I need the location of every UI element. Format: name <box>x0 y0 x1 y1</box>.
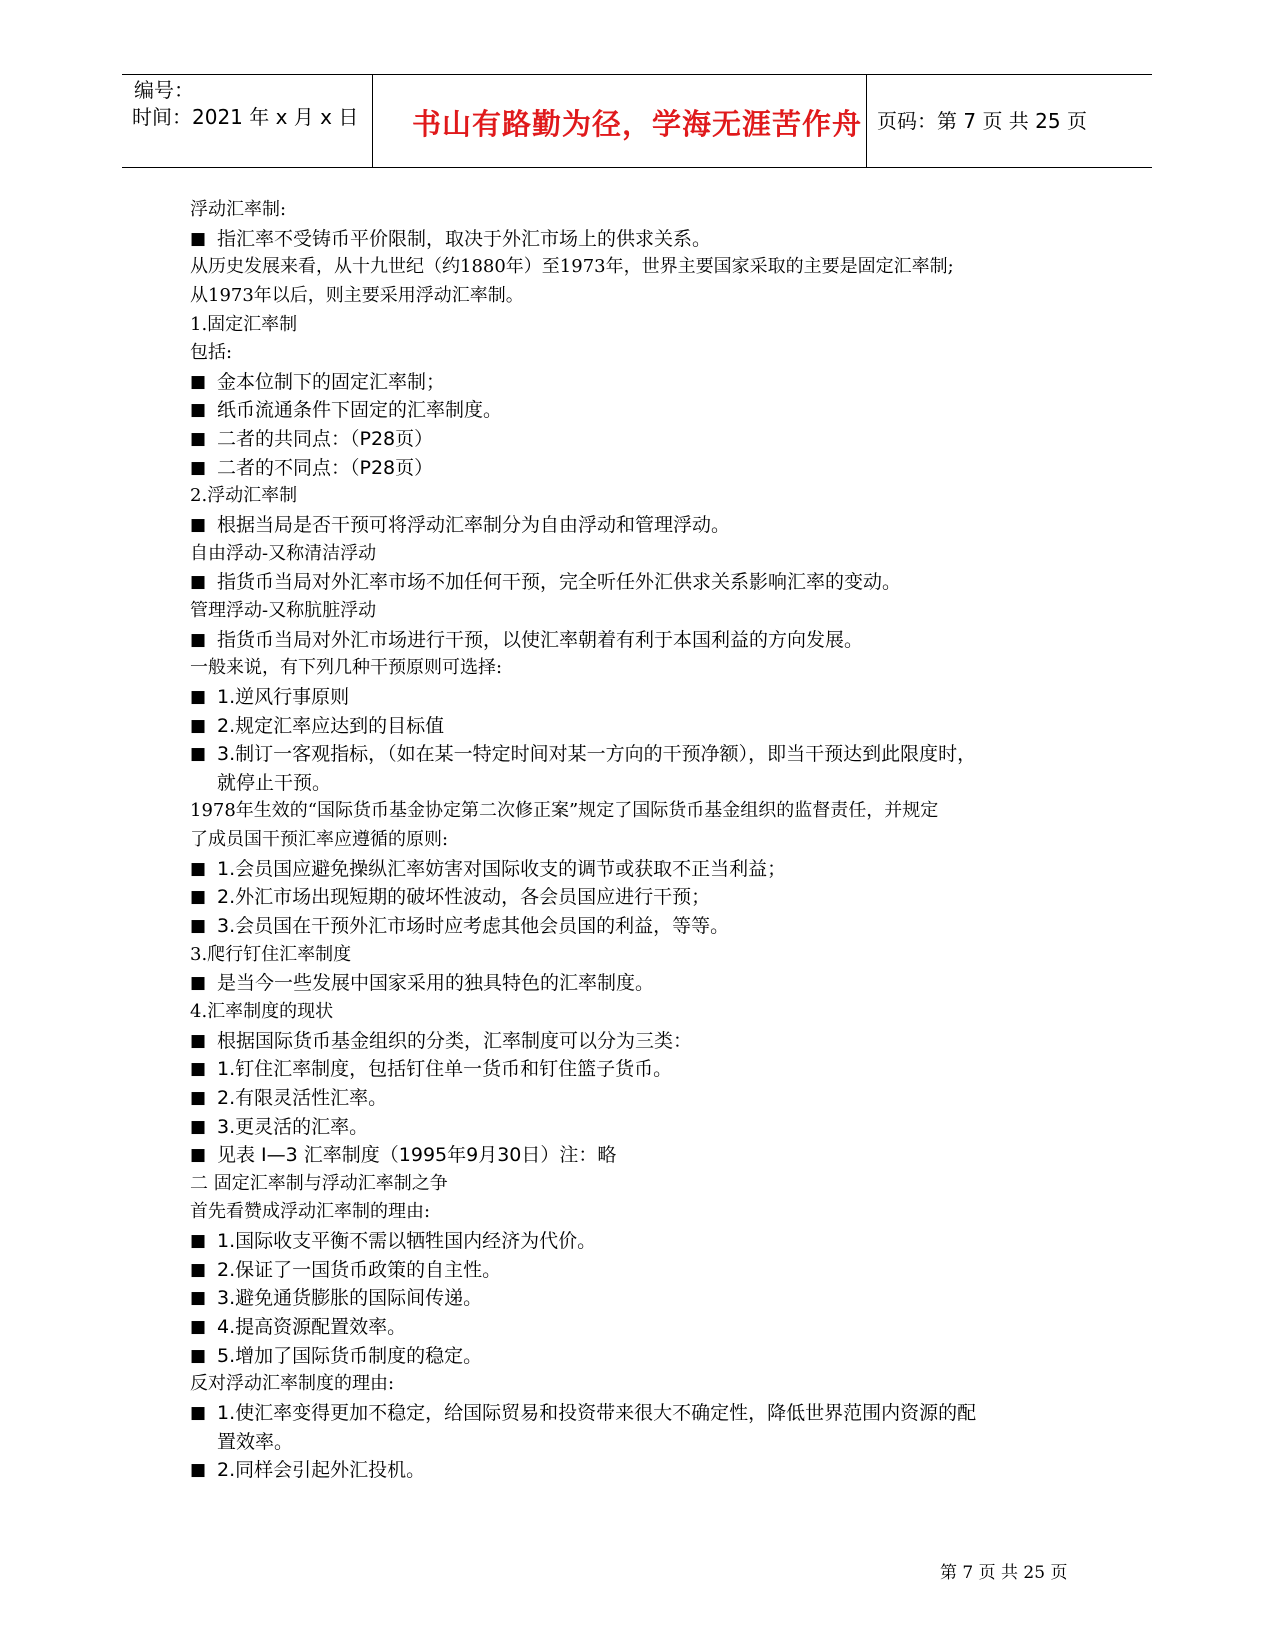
bullet-item <box>190 912 1110 941</box>
square-bullet-icon: ■ <box>190 1288 207 1309</box>
header-motto: 书山有路勤为径，学海无涯苦作舟 <box>412 107 863 141</box>
bullet-text: 3.更灵活的汇率。 <box>217 1115 369 1138</box>
bullet-text: 1.国际收支平衡不需以牺牲国内经济为代价。 <box>217 1230 597 1253</box>
header-divider-right <box>866 74 867 167</box>
bullet-item <box>190 855 1110 884</box>
bullet-item <box>190 712 1110 741</box>
continuation-line: 置效率。 <box>217 1430 294 1453</box>
square-bullet-icon: ■ <box>190 973 207 994</box>
square-bullet-icon: ■ <box>190 686 207 707</box>
paragraph-line: 首先看赞成浮动汇率制的理由: <box>190 1201 431 1223</box>
square-bullet-icon: ■ <box>190 1345 207 1366</box>
bullet-item <box>190 883 1110 912</box>
paragraph-line: 从1973年以后，则主要采用浮动汇率制。 <box>190 284 524 306</box>
paragraph-line: 4.汇率制度的现状 <box>190 1000 334 1022</box>
bullet-text: 纸币流通条件下固定的汇率制度。 <box>217 399 503 422</box>
square-bullet-icon: ■ <box>190 1316 207 1337</box>
bullet-text: 金本位制下的固定汇率制； <box>217 370 446 393</box>
bullet-text: 1.逆风行事原则 <box>217 685 350 708</box>
bullet-text: 3.避免通货膨胀的国际间传递。 <box>217 1287 483 1310</box>
bullet-text: 2.有限灵活性汇率。 <box>217 1086 388 1109</box>
paragraph-line: 浮动汇率制: <box>190 199 287 220</box>
square-bullet-icon: ■ <box>190 515 207 536</box>
square-bullet-icon: ■ <box>190 1460 207 1481</box>
paragraph-line: 3.爬行钉住汇率制度 <box>190 943 352 965</box>
document-date-label: 时间：2021 年 x 月 x 日 <box>132 105 359 129</box>
bullet-text: 指货币当局对外汇率市场不加任何干预，完全听任外汇供求关系影响汇率的变动。 <box>217 571 902 594</box>
bullet-item <box>190 396 1110 425</box>
square-bullet-icon: ■ <box>190 1116 207 1137</box>
square-bullet-icon: ■ <box>190 1030 207 1051</box>
bullet-item <box>190 368 1110 397</box>
header-divider-left <box>372 74 373 167</box>
paragraph-line: 自由浮动-又称清洁浮动 <box>190 542 377 564</box>
square-bullet-icon: ■ <box>190 1231 207 1252</box>
square-bullet-icon: ■ <box>190 1059 207 1080</box>
square-bullet-icon: ■ <box>190 429 207 450</box>
paragraph-line: 了成员国干预汇率应遵循的原则: <box>190 829 449 851</box>
bullet-text: 指货币当局对外汇市场进行干预，以使汇率朝着有利于本国利益的方向发展。 <box>217 628 864 651</box>
bullet-text: 见表 I—3 汇率制度（1995年9月30日）注：略 <box>217 1144 617 1167</box>
square-bullet-icon: ■ <box>190 1145 207 1166</box>
bullet-item <box>190 969 1110 998</box>
bullet-item <box>190 1342 1110 1371</box>
bullet-item <box>190 683 1110 712</box>
page-footer: 第 7 页 共 25 页 <box>940 1563 1068 1583</box>
document-number-label: 编号： <box>134 78 194 102</box>
paragraph-line: 二 固定汇率制与浮动汇率制之争 <box>190 1172 448 1194</box>
bullet-item <box>190 1055 1110 1084</box>
bullet-item <box>190 1399 1110 1428</box>
bullet-text: 1.钉住汇率制度，包括钉住单一货币和钉住篮子货币。 <box>217 1058 673 1081</box>
header-page-indicator: 页码：第 7 页 共 25 页 <box>877 109 1087 133</box>
bullet-item <box>190 1141 1110 1170</box>
bullet-item <box>190 1456 1110 1485</box>
square-bullet-icon: ■ <box>190 1259 207 1280</box>
paragraph-line: 反对浮动汇率制度的理由: <box>190 1373 395 1395</box>
bullet-item <box>190 1084 1110 1113</box>
square-bullet-icon: ■ <box>190 715 207 736</box>
document-body <box>190 196 1110 1485</box>
square-bullet-icon: ■ <box>190 400 207 421</box>
paragraph-line: 管理浮动-又称肮脏浮动 <box>190 599 377 621</box>
bullet-item <box>190 1227 1110 1256</box>
bullet-text: 4.提高资源配置效率。 <box>217 1315 407 1338</box>
bullet-text: 指汇率不受铸币平价限制，取决于外汇市场上的供求关系。 <box>217 227 712 250</box>
bullet-item <box>190 1313 1110 1342</box>
bullet-text: 3.会员国在干预外汇市场时应考虑其他会员国的利益，等等。 <box>217 915 730 938</box>
bullet-item <box>190 511 1110 540</box>
paragraph-line: 包括: <box>190 342 233 364</box>
paragraph-line: 1978年生效的“国际货币基金协定第二次修正案”规定了国际货币基金组织的监督责任，并规定 <box>190 800 939 822</box>
paragraph-line: 从历史发展来看，从十九世纪（约1880年）至1973年，世界主要国家采取的主要是固定汇率制; <box>190 256 954 278</box>
square-bullet-icon: ■ <box>190 858 207 879</box>
square-bullet-icon: ■ <box>190 457 207 478</box>
bullet-item <box>190 1284 1110 1313</box>
bullet-text: 2.保证了一国货币政策的自主性。 <box>217 1258 502 1281</box>
bullet-item <box>190 454 1110 483</box>
bullet-item <box>190 1027 1110 1056</box>
bullet-text: 5.增加了国际货币制度的稳定。 <box>217 1344 483 1367</box>
paragraph-line: 2.浮动汇率制 <box>190 485 298 507</box>
bullet-text: 2.规定汇率应达到的目标值 <box>217 714 445 737</box>
bullet-text: 是当今一些发展中国家采用的独具特色的汇率制度。 <box>217 972 655 995</box>
square-bullet-icon: ■ <box>190 887 207 908</box>
bullet-item <box>190 1113 1110 1142</box>
square-bullet-icon: ■ <box>190 916 207 937</box>
bullet-text: 2.同样会引起外汇投机。 <box>217 1459 426 1482</box>
square-bullet-icon: ■ <box>190 572 207 593</box>
paragraph-line: 一般来说，有下列几种干预原则可选择: <box>190 657 503 679</box>
bullet-text: 根据当局是否干预可将浮动汇率制分为自由浮动和管理浮动。 <box>217 514 731 537</box>
bullet-text: 3.制订一客观指标，（如在某一特定时间对某一方向的干预净额），即当干预达到此限度时， <box>217 743 977 766</box>
header-top-rule <box>122 74 1152 75</box>
paragraph-line: 1.固定汇率制 <box>190 313 298 335</box>
bullet-item <box>190 225 1110 254</box>
bullet-text: 1.使汇率变得更加不稳定，给国际贸易和投资带来很大不确定性，降低世界范围内资源的配 <box>217 1401 977 1424</box>
bullet-item <box>190 568 1110 597</box>
square-bullet-icon: ■ <box>190 1087 207 1108</box>
square-bullet-icon: ■ <box>190 228 207 249</box>
bullet-text: 二者的不同点：（P28页） <box>217 456 434 479</box>
square-bullet-icon: ■ <box>190 629 207 650</box>
bullet-item <box>190 425 1110 454</box>
square-bullet-icon: ■ <box>190 1402 207 1423</box>
bullet-text: 二者的共同点：（P28页） <box>217 428 434 451</box>
square-bullet-icon: ■ <box>190 744 207 765</box>
bullet-text: 2.外汇市场出现短期的破坏性波动，各会员国应进行干预； <box>217 886 711 909</box>
header-bottom-rule <box>122 167 1152 168</box>
bullet-item <box>190 626 1110 655</box>
bullet-item <box>190 1256 1110 1285</box>
bullet-item <box>190 740 1110 769</box>
square-bullet-icon: ■ <box>190 371 207 392</box>
continuation-line: 就停止干预。 <box>217 771 332 794</box>
bullet-text: 1.会员国应避免操纵汇率妨害对国际收支的调节或获取不正当利益； <box>217 857 787 880</box>
bullet-text: 根据国际货币基金组织的分类，汇率制度可以分为三类： <box>217 1029 693 1052</box>
